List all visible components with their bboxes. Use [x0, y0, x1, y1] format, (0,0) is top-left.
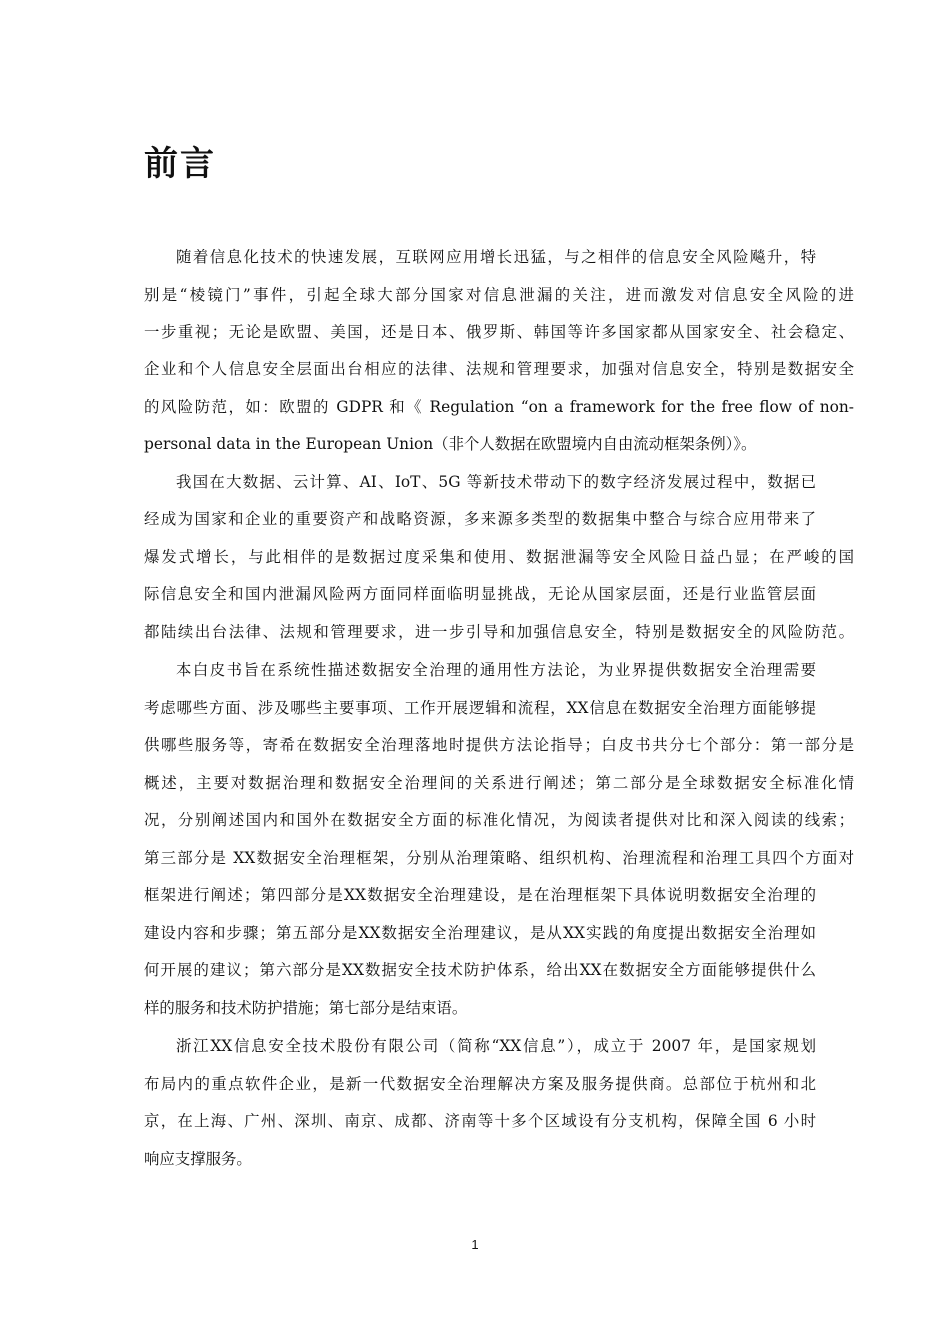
paragraph-3-line-5: 况，分别阐述国内和国外在数据安全方面的标准化情况，为阅读者提供对比和深入阅读的线索；	[144, 811, 854, 829]
paragraph-2-line-2: 经成为国家和企业的重要资产和战略资源，多来源多类型的数据集中整合与综合应用带来了	[144, 510, 816, 528]
paragraph-3-line-7: 框架进行阐述；第四部分是XX数据安全治理建设，是在治理框架下具体说明数据安全治理的	[144, 886, 816, 904]
paragraph-3-line-9: 何开展的建议；第六部分是XX数据安全技术防护体系，给出XX在数据安全方面能够提供什么	[144, 961, 816, 979]
paragraph-3-line-6: 第三部分是 XX数据安全治理框架，分别从治理策略、组织机构、治理流程和治理工具四个方面对	[144, 849, 854, 867]
paragraph-2-line-1: 我国在大数据、云计算、AI、IoT、5G 等新技术带动下的数字经济发展过程中，数据已	[176, 473, 816, 491]
paragraph-3-line-3: 供哪些服务等，寄希在数据安全治理落地时提供方法论指导；白皮书共分七个部分：第一部分是	[144, 736, 854, 754]
paragraph-1-line-4: 企业和个人信息安全层面出台相应的法律、法规和管理要求，加强对信息安全，特别是数据安全	[144, 360, 854, 378]
paragraph-1-line-6: personal data in the European Union（非个人数据在欧盟境内自由流动框架条例）》。	[144, 435, 757, 453]
paragraph-1-line-2: 别是“棱镜门”事件，引起全球大部分国家对信息泄漏的关注，进而激发对信息安全风险的进	[144, 286, 854, 304]
paragraph-4-line-4: 响应支撑服务。	[144, 1150, 252, 1168]
paragraph-2-line-5: 都陆续出台法律、法规和管理要求，进一步引导和加强信息安全，特别是数据安全的风险防范。	[144, 623, 854, 641]
paragraph-4-line-3: 京，在上海、广州、深圳、南京、成都、济南等十多个区域设有分支机构，保障全国 6 小时	[144, 1112, 816, 1130]
paragraph-3-line-2: 考虑哪些方面、涉及哪些主要事项、工作开展逻辑和流程，XX信息在数据安全治理方面能够提	[144, 699, 816, 717]
paragraph-1-line-1: 随着信息化技术的快速发展，互联网应用增长迅猛，与之相伴的信息安全风险飚升，特	[176, 248, 816, 266]
paragraph-1-line-5: 的风险防范，如：欧盟的 GDPR 和《 Regulation “on a framework for the free flow of non-	[144, 398, 854, 416]
paragraph-1-line-3: 一步重视；无论是欧盟、美国，还是日本、俄罗斯、韩国等许多国家都从国家安全、社会稳定、	[144, 323, 854, 341]
paragraph-4-line-2: 布局内的重点软件企业，是新一代数据安全治理解决方案及服务提供商。总部位于杭州和北	[144, 1075, 816, 1093]
page-number: 1	[471, 1237, 479, 1252]
paragraph-3-line-4: 概述，主要对数据治理和数据安全治理间的关系进行阐述；第二部分是全球数据安全标准化情	[144, 774, 854, 792]
paragraph-2-line-4: 际信息安全和国内泄漏风险两方面同样面临明显挑战，无论从国家层面，还是行业监管层面	[144, 585, 816, 603]
paragraph-3-line-8: 建设内容和步骤；第五部分是XX数据安全治理建议，是从XX实践的角度提出数据安全治理如	[144, 924, 816, 942]
page-title: 前言	[144, 144, 216, 184]
paragraph-3-line-1: 本白皮书旨在系统性描述数据安全治理的通用性方法论，为业界提供数据安全治理需要	[176, 661, 816, 679]
paragraph-2-line-3: 爆发式增长，与此相伴的是数据过度采集和使用、数据泄漏等安全风险日益凸显；在严峻的国	[144, 548, 854, 566]
paragraph-4-line-1: 浙江XX信息安全技术股份有限公司（简称“XX信息”），成立于 2007 年，是国家规划	[176, 1037, 816, 1055]
paragraph-3-line-10: 样的服务和技术防护措施；第七部分是结束语。	[144, 999, 468, 1017]
